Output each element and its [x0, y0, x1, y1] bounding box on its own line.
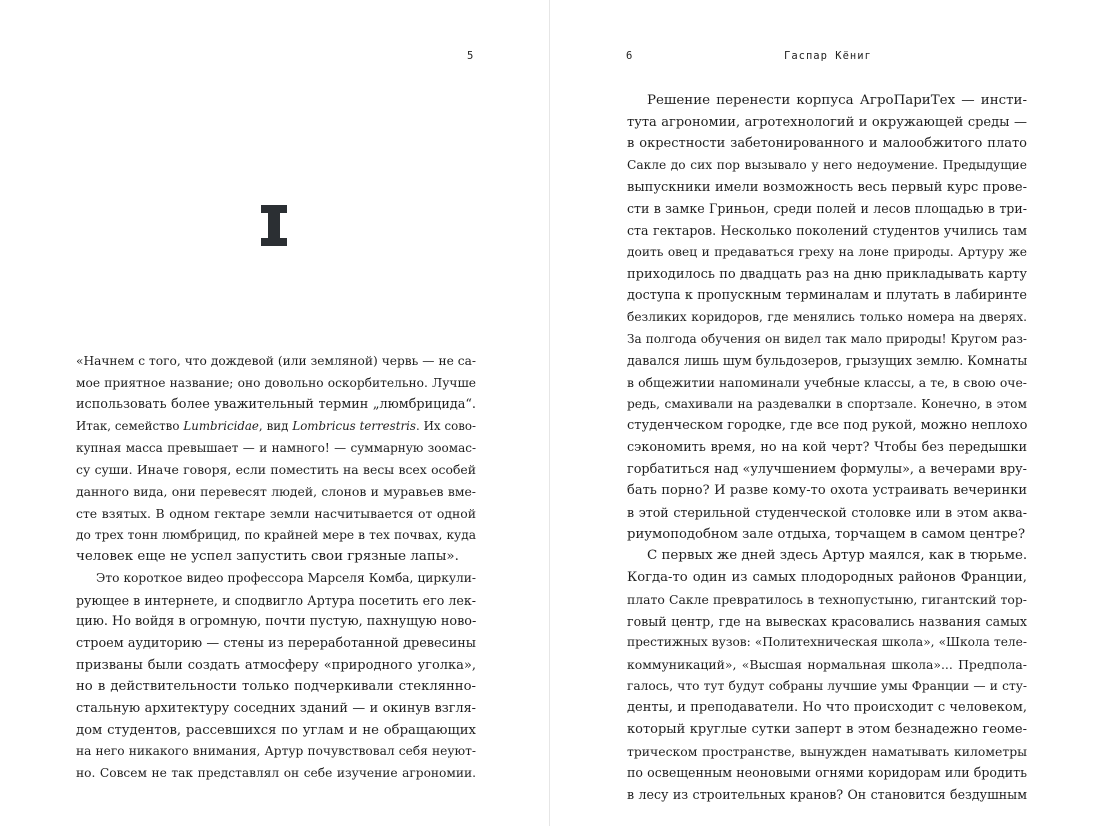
text-line: дом студентов, рассевшихся по углам и не обращающих	[76, 722, 476, 738]
text-line: цию. Но войдя в огромную, почти пустую, пахнущую ново-	[76, 614, 476, 630]
text-line: денты, и преподаватели. Но что происходит с человеком,	[627, 700, 1027, 716]
text-line: но. Совсем не так представлял он себе изучение агрономии.	[76, 766, 476, 781]
text-line: строем аудиторию — стены из переработанной древесины	[76, 635, 476, 651]
text-line: Сакле до сих пор вызывало у него недоумение. Предыдущие	[627, 158, 1027, 173]
text-line: человек еще не успел запустить свои грязные лапы».	[76, 549, 459, 565]
text-line: в лесу из строительных кранов? Он становится бездушным	[627, 787, 1027, 802]
text-line: безликих коридоров, где менялись только номера на дверях.	[627, 309, 1027, 324]
text-line: на него никакого внимания, Артур почувствовал себя неуют-	[76, 744, 476, 759]
text-line: бать порно? И разве кому-то охота устраивать вечеринки	[627, 483, 1027, 499]
text-line: коммуникаций», «Высшая нормальная школа»... Предпола-	[627, 656, 1027, 672]
text-line: студенческом городке, где все под рукой, можно неплохо	[627, 418, 1027, 434]
text-line: сэкономить время, но на кой черт? Чтобы без передышки	[627, 440, 1027, 455]
text-line: стальную архитектуру соседних зданий — и окинув взгля-	[76, 701, 476, 716]
running-head-author: Гаспар Кёниг	[784, 50, 872, 62]
text-line: в этой стерильной студенческой столовке или в этом аква-	[627, 505, 1027, 521]
italic-term: Lombricus terrestris	[292, 419, 416, 434]
chapter-numeral-roman-one	[261, 205, 287, 246]
text-line: редь, смахивали на раздевалки в спортзале. Конечно, в этом	[627, 396, 1027, 411]
text-line: говый центр, где на вывесках красовались названия самых	[627, 613, 1027, 629]
text-line: доступа к пропускным терминалам и плутать в лабиринте	[627, 288, 1027, 304]
text-line: су суши. Иначе говоря, если поместить на весы всех особей	[76, 462, 476, 478]
text-fragment: , вид	[258, 419, 293, 434]
text-line: горбатиться над «улучшением формулы», а вечерами вру-	[627, 461, 1027, 477]
numeral-serif-bottom	[261, 238, 287, 246]
text-line: в окрестности забетонированного и малообжитого плато	[627, 136, 1027, 152]
text-fragment: Итак, семейство	[76, 419, 184, 434]
text-line: галось, что тут будут собраны лучшие умы Франции — и сту-	[627, 678, 1027, 693]
left-body-text	[76, 351, 476, 785]
text-line: С первых же дней здесь Артур маялся, как в тюрьме.	[647, 548, 1027, 564]
text-line: использовать более уважительный термин „люмбрицида“.	[76, 397, 476, 413]
text-line: плато Сакле превратилось в технопустыню, гигантский тор-	[627, 591, 1027, 607]
text-line: давался лишь шум бульдозеров, грызущих землю. Комнаты	[627, 353, 1027, 369]
text-line: купная масса превышает — и намного! — суммарную зоомас-	[76, 440, 476, 455]
text-line: За полгода обучения он видел так мало природы! Кругом раз-	[627, 331, 1027, 346]
text-line: до трех тонн люмбрицид, по крайней мере в тех почвах, куда	[76, 527, 476, 542]
page-number-left: 5	[467, 50, 475, 62]
text-line	[76, 416, 476, 438]
text-line: Решение перенести корпуса АгроПариТех — инсти-	[647, 93, 1027, 108]
text-line: мое приятное название; оно довольно оскорбительно. Лучше	[76, 375, 476, 390]
text-line: риумоподобном зале отдыха, торчащем в самом центре?	[627, 526, 1026, 542]
text-line: Когда-то один из самых плодородных районов Франции,	[627, 570, 1027, 586]
text-line: но в действительности только подчеркивали стеклянно-	[76, 679, 476, 695]
text-line: тута агрономии, агротехнологий и окружающей среды —	[627, 114, 1027, 130]
text-line: сте взятых. В одном гектаре земли насчитывается от одной	[76, 505, 476, 521]
text-line: приходилось по двадцать раз на дню прикладывать карту	[627, 266, 1027, 282]
text-fragment: . Их сово-	[415, 419, 476, 434]
text-line: выпускники имели возможность весь первый курс прове-	[627, 179, 1027, 195]
text-line: рующее в интернете, и сподвигло Артура посетить его лек-	[76, 592, 476, 608]
text-line: сти в замке Гриньон, среди полей и лесов площадью в три-	[627, 201, 1027, 217]
text-line: данного вида, они перевесят людей, слонов и муравьев вме-	[76, 484, 476, 500]
text-line: престижных вузов: «Политехническая школа», «Школа теле-	[627, 635, 1027, 650]
text-line: «Начнем с того, что дождевой (или земляной) червь — не са-	[76, 354, 476, 368]
text-line: в общежитии напоминали учебные классы, а те, в свою оче-	[627, 374, 1027, 390]
text-line: по освещенным неоновыми огнями коридорам или бродить	[627, 765, 1027, 781]
text-line: призваны были создать атмосферу «природного уголка»,	[76, 657, 476, 673]
text-line: который круглые сутки заперт в этом безнадежно геоме-	[627, 721, 1027, 737]
text-line: ста гектаров. Несколько поколений студентов учились там	[627, 223, 1027, 239]
right-page	[550, 0, 1096, 826]
italic-term: Lumbricidae	[183, 419, 259, 434]
text-line: доить овец и предаваться греху на лоне природы. Артуру же	[627, 244, 1027, 259]
text-line: Это короткое видео профессора Марселя Комба, циркули-	[96, 570, 476, 585]
numeral-stem	[268, 212, 280, 239]
right-body-text	[627, 90, 1027, 806]
page-number-right: 6	[626, 50, 634, 62]
text-line: трическом пространстве, вынужден наматывать километры	[627, 743, 1027, 759]
